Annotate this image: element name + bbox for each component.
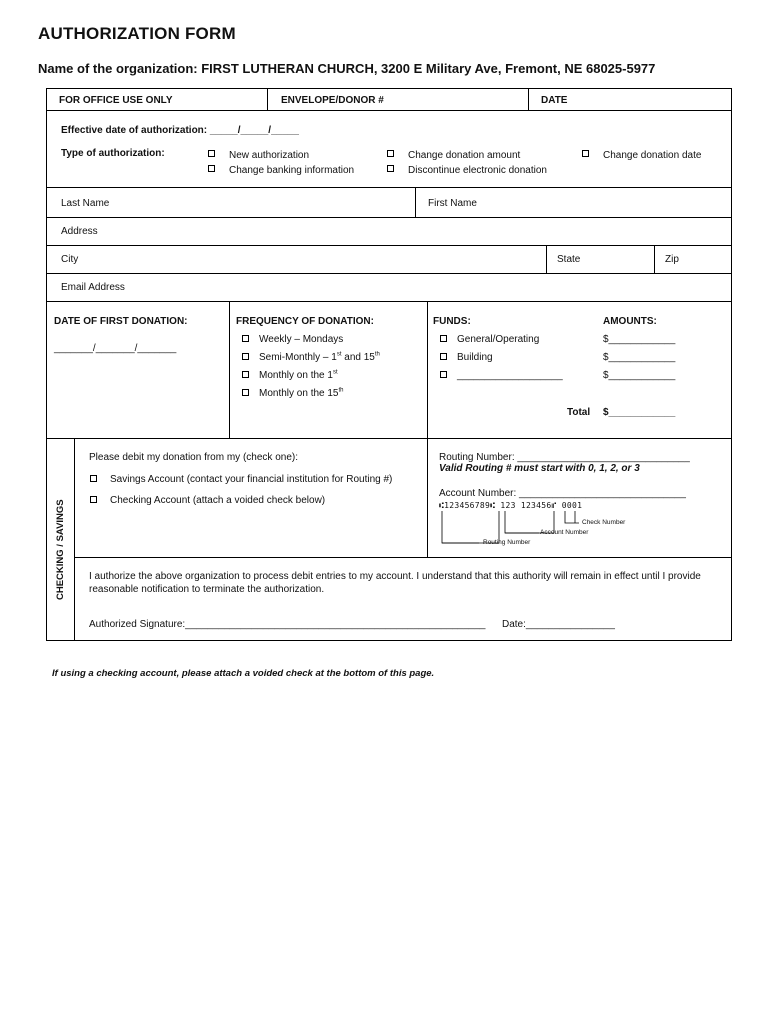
total-amount-field[interactable]: $____________ [603, 407, 676, 418]
semi-monthly-label: Semi-Monthly – 1st and 15th [259, 351, 380, 363]
effective-date-field[interactable]: Effective date of authorization: _____/_____/_____ [61, 125, 299, 136]
zip-field[interactable]: Zip [665, 254, 679, 265]
debit-prompt: Please debit my donation from my (check one): [89, 452, 298, 463]
email-field[interactable]: Email Address [61, 282, 125, 293]
monthly-15th-checkbox[interactable] [242, 389, 249, 396]
change-date-label: Change donation date [603, 150, 702, 161]
frequency-label: FREQUENCY OF DONATION: [236, 316, 374, 327]
change-date-checkbox[interactable] [582, 150, 589, 157]
monthly-1st-checkbox[interactable] [242, 371, 249, 378]
micr-bracket-diagram [439, 509, 639, 549]
signature-date-field[interactable]: Date:________________ [502, 619, 615, 630]
change-amount-label: Change donation amount [408, 150, 521, 161]
footer-note: If using a checking account, please attach a voided check at the bottom of this page. [52, 668, 435, 679]
monthly-1st-label: Monthly on the 1st [259, 369, 338, 381]
weekly-label: Weekly – Mondays [259, 334, 344, 345]
form-title: AUTHORIZATION FORM [38, 24, 236, 43]
first-name-field[interactable]: First Name [428, 198, 477, 209]
building-fund-checkbox[interactable] [440, 353, 447, 360]
envelope-donor-field[interactable]: ENVELOPE/DONOR # [281, 95, 384, 106]
change-banking-label: Change banking information [229, 165, 355, 176]
office-date-field[interactable]: DATE [541, 95, 568, 106]
checking-label: Checking Account (attach a voided check below) [110, 495, 326, 506]
authorization-statement-line2: reasonable notification to terminate the authorization. [89, 584, 325, 595]
authorization-type-label: Type of authorization: [61, 148, 165, 159]
general-fund-label: General/Operating [457, 334, 540, 345]
general-amount-field[interactable]: $____________ [603, 334, 676, 345]
checking-checkbox[interactable] [90, 496, 97, 503]
city-field[interactable]: City [61, 254, 79, 265]
monthly-15th-label: Monthly on the 15th [259, 387, 344, 399]
total-label: Total [567, 407, 591, 418]
last-name-field[interactable]: Last Name [61, 198, 110, 209]
semi-monthly-checkbox[interactable] [242, 353, 249, 360]
savings-checkbox[interactable] [90, 475, 97, 482]
new-authorization-label: New authorization [229, 150, 310, 161]
change-amount-checkbox[interactable] [387, 150, 394, 157]
other-fund-field[interactable]: ___________________ [457, 370, 563, 381]
savings-label: Savings Account (contact your financial institution for Routing #) [110, 474, 393, 485]
address-field[interactable]: Address [61, 226, 98, 237]
funds-label: FUNDS: [433, 316, 471, 327]
routing-number-callout: Routing Number [483, 539, 531, 546]
change-banking-checkbox[interactable] [208, 165, 215, 172]
building-amount-field[interactable]: $____________ [603, 352, 676, 363]
account-number-callout: Account Number [540, 529, 589, 536]
first-donation-date-field[interactable]: _______/_______/_______ [54, 343, 177, 354]
organization-line: Name of the organization: FIRST LUTHERAN CHURCH, 3200 E Military Ave, Fremont, NE 68025-5977 [38, 61, 656, 76]
routing-number-field[interactable]: Routing Number: _______________________________ [439, 452, 690, 463]
new-authorization-checkbox[interactable] [208, 150, 215, 157]
weekly-checkbox[interactable] [242, 335, 249, 342]
sample-micr-line: ⑆123456789⑆ 123 123456⑈ 0001 [439, 501, 583, 510]
checking-savings-side-label: CHECKING / SAVINGS [55, 499, 66, 600]
building-fund-label: Building [457, 352, 493, 363]
check-number-callout: Check Number [582, 519, 626, 526]
state-field[interactable]: State [557, 254, 581, 265]
office-use-label: FOR OFFICE USE ONLY [59, 95, 173, 106]
authorization-form [46, 88, 732, 641]
other-fund-checkbox[interactable] [440, 371, 447, 378]
discontinue-checkbox[interactable] [387, 165, 394, 172]
authorized-signature-field[interactable]: Authorized Signature:______________________________________________________ [89, 619, 486, 630]
general-fund-checkbox[interactable] [440, 335, 447, 342]
other-amount-field[interactable]: $____________ [603, 370, 676, 381]
first-donation-label: DATE OF FIRST DONATION: [54, 316, 188, 327]
discontinue-label: Discontinue electronic donation [408, 165, 547, 176]
account-number-field[interactable]: Account Number: ______________________________ [439, 488, 686, 499]
amounts-label: AMOUNTS: [603, 316, 657, 327]
authorization-statement-line1: I authorize the above organization to process debit entries to my account. I understand that this authority will remain in effect until I provide [89, 571, 701, 582]
routing-note: Valid Routing # must start with 0, 1, 2, or 3 [439, 463, 640, 474]
